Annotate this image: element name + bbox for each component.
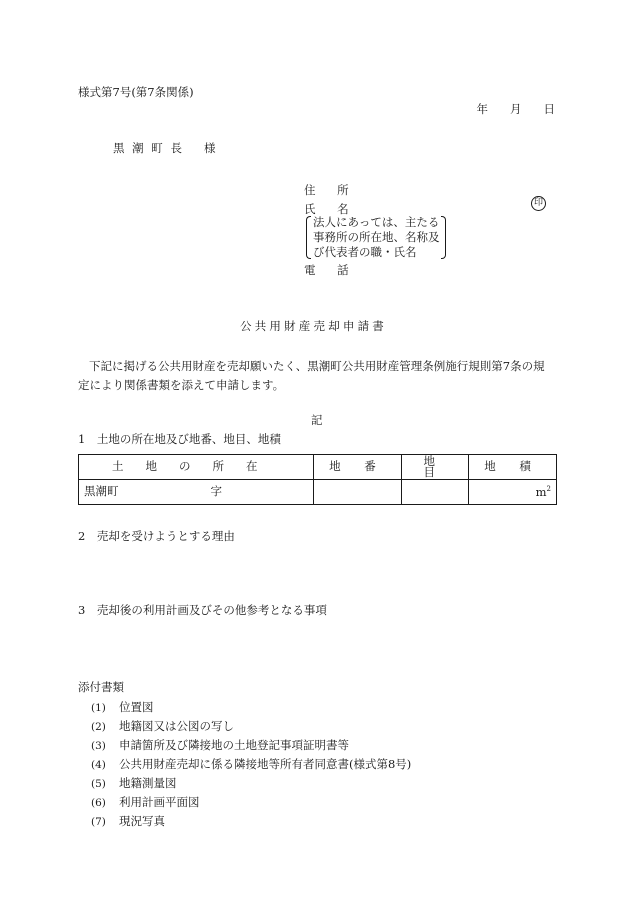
corporation-note	[304, 215, 446, 260]
cell-chiseki[interactable]	[469, 480, 557, 505]
land-table-header	[79, 455, 557, 480]
list-item: (6) 利用計画平面図	[91, 795, 200, 809]
addressee	[113, 143, 217, 155]
list-item: (3) 申請箇所及び隣接地の土地登記事項証明書等	[91, 738, 349, 752]
list-item: (4) 公共用財産売却に係る隣接地等所有者同意書(様式第8号)	[91, 757, 412, 771]
date-month: 月	[510, 102, 522, 116]
attachments-list	[91, 698, 411, 831]
header-chimoku: 地 目	[402, 455, 469, 480]
header-chiseki: 地 積	[469, 455, 557, 480]
header-chiban: 地 番	[313, 455, 402, 480]
date-year: 年	[476, 102, 488, 116]
attachments-title: 添付書類	[78, 680, 124, 694]
list-item: (1) 位置図	[91, 700, 154, 714]
ki-marker: 記	[311, 413, 323, 427]
table-row	[79, 480, 557, 505]
body-paragraph: 下記に掲げる公共用財産を売却願いたく、黒潮町公共用財産管理条例施行規則第7条の規定により関係書類を添えて申請します。	[78, 359, 545, 392]
section-3-heading: 3 売却後の利用計画及びその他参考となる事項	[78, 603, 327, 617]
area-unit-exponent: 2	[546, 484, 551, 493]
corporation-note-line: び代表者の職・氏名	[313, 245, 417, 259]
form-number: 様式第7号(第7条関係)	[78, 85, 194, 99]
phone-label: 電 話	[304, 263, 358, 277]
applicant-block	[304, 181, 358, 219]
name-label: 氏 名	[304, 202, 358, 216]
section-2-heading: 2 売却を受けようとする理由	[78, 529, 235, 543]
document-title: 公共用財産売却申請書	[240, 319, 387, 333]
address-label: 住 所	[304, 183, 358, 197]
corporation-note-line: 事務所の所在地、名称及	[313, 230, 440, 244]
list-item: (5) 地籍測量図	[91, 776, 177, 790]
seal-mark: 印	[531, 196, 546, 211]
land-table	[78, 454, 557, 505]
area-unit: m	[535, 484, 547, 499]
corporation-note-line: 法人にあっては、主たる	[313, 215, 440, 229]
date-day: 日	[543, 102, 555, 116]
header-location: 土地の所在	[79, 455, 314, 480]
cell-chiban[interactable]	[313, 480, 402, 505]
date-line	[477, 104, 556, 116]
addressee-name: 黒 潮 町 長	[113, 141, 184, 155]
list-item: (2) 地籍図又は公図の写し	[91, 719, 234, 733]
addressee-honorific: 様	[203, 141, 218, 155]
cell-chimoku[interactable]	[402, 480, 469, 505]
cell-location[interactable]: 黒潮町 字	[79, 480, 314, 505]
section-1-heading: 1 土地の所在地及び地番、地目、地積	[78, 432, 281, 446]
list-item: (7) 現況写真	[91, 814, 165, 828]
